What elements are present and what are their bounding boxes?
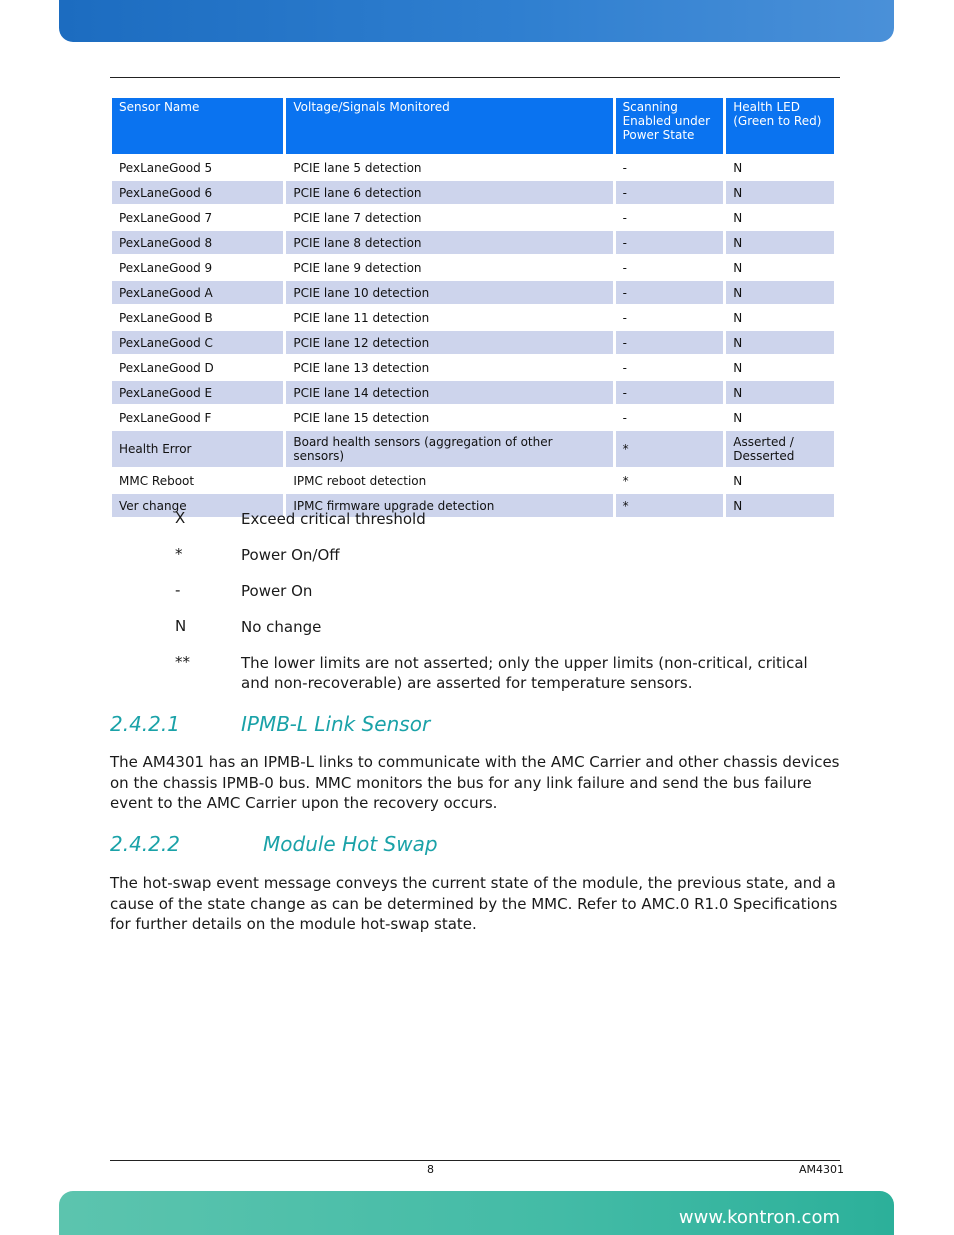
cell-sensor-name: PexLaneGood A bbox=[112, 281, 283, 304]
cell-scanning: - bbox=[616, 181, 724, 204]
cell-scanning: * bbox=[616, 431, 724, 467]
legend-item bbox=[175, 509, 835, 545]
cell-health-led: N bbox=[726, 494, 834, 517]
section-body-ipmb-link: The AM4301 has an IPMB-L links to communicate with the AMC Carrier and other chassis devices on the chassis IPMB-0 bus. MMC monitors the bus for any link failure and send the bus failure event to the AMC Carrier upon the recovery occurs. bbox=[110, 753, 840, 812]
cell-scanning: - bbox=[616, 406, 724, 429]
table-row bbox=[112, 469, 834, 492]
section-title: Module Hot Swap bbox=[263, 832, 438, 856]
legend-text: Power On bbox=[241, 582, 313, 600]
page-number: 8 bbox=[427, 1163, 434, 1176]
cell-sensor-name: PexLaneGood 9 bbox=[112, 256, 283, 279]
header-scanning-enabled: Scanning Enabled under Power State bbox=[616, 98, 724, 154]
legend-symbol: ** bbox=[175, 653, 190, 671]
cell-scanning: - bbox=[616, 281, 724, 304]
table-row bbox=[112, 256, 834, 279]
cell-health-led: N bbox=[726, 156, 834, 179]
legend-item bbox=[175, 545, 835, 581]
header-banner bbox=[59, 0, 894, 42]
cell-signal: IPMC firmware upgrade detection bbox=[286, 494, 612, 517]
cell-sensor-name: PexLaneGood F bbox=[112, 406, 283, 429]
table-row bbox=[112, 381, 834, 404]
section-number: 2.4.2.1 bbox=[110, 712, 180, 736]
cell-sensor-name: PexLaneGood 8 bbox=[112, 231, 283, 254]
cell-health-led: N bbox=[726, 281, 834, 304]
cell-signal: Board health sensors (aggregation of other sensors) bbox=[286, 431, 612, 467]
footer-banner bbox=[59, 1191, 894, 1235]
cell-health-led: N bbox=[726, 231, 834, 254]
table-row bbox=[112, 356, 834, 379]
cell-health-led: N bbox=[726, 206, 834, 229]
section-number: 2.4.2.2 bbox=[110, 832, 180, 856]
legend-symbol: X bbox=[175, 509, 186, 527]
legend-symbol: N bbox=[175, 617, 187, 635]
cell-health-led: Asserted / Desserted bbox=[726, 431, 834, 467]
cell-signal: PCIE lane 9 detection bbox=[286, 256, 612, 279]
cell-signal: PCIE lane 11 detection bbox=[286, 306, 612, 329]
cell-health-led: N bbox=[726, 469, 834, 492]
top-divider bbox=[110, 77, 840, 78]
cell-health-led: N bbox=[726, 406, 834, 429]
cell-health-led: N bbox=[726, 356, 834, 379]
table-row bbox=[112, 306, 834, 329]
table-row bbox=[112, 181, 834, 204]
cell-scanning: * bbox=[616, 469, 724, 492]
cell-scanning: * bbox=[616, 494, 724, 517]
cell-signal: PCIE lane 6 detection bbox=[286, 181, 612, 204]
section-title: IPMB-L Link Sensor bbox=[241, 712, 431, 736]
table-row bbox=[112, 231, 834, 254]
table-row bbox=[112, 331, 834, 354]
cell-sensor-name: PexLaneGood B bbox=[112, 306, 283, 329]
cell-signal: PCIE lane 12 detection bbox=[286, 331, 612, 354]
cell-sensor-name: Health Error bbox=[112, 431, 283, 467]
cell-scanning: - bbox=[616, 256, 724, 279]
cell-signal: PCIE lane 10 detection bbox=[286, 281, 612, 304]
cell-scanning: - bbox=[616, 156, 724, 179]
cell-sensor-name: PexLaneGood D bbox=[112, 356, 283, 379]
legend-text: Power On/Off bbox=[241, 546, 340, 564]
cell-signal: PCIE lane 5 detection bbox=[286, 156, 612, 179]
cell-health-led: N bbox=[726, 381, 834, 404]
cell-health-led: N bbox=[726, 306, 834, 329]
table-header-row bbox=[112, 98, 834, 154]
legend-text: No change bbox=[241, 618, 322, 636]
legend-item bbox=[175, 653, 835, 692]
footer-divider bbox=[110, 1160, 840, 1161]
cell-sensor-name: MMC Reboot bbox=[112, 469, 283, 492]
cell-scanning: - bbox=[616, 331, 724, 354]
cell-scanning: - bbox=[616, 206, 724, 229]
legend-list bbox=[175, 509, 835, 692]
cell-health-led: N bbox=[726, 256, 834, 279]
header-signals-monitored: Voltage/Signals Monitored bbox=[286, 98, 612, 154]
legend-symbol: * bbox=[175, 545, 183, 563]
cell-sensor-name: PexLaneGood E bbox=[112, 381, 283, 404]
cell-health-led: N bbox=[726, 331, 834, 354]
legend-text: Exceed critical threshold bbox=[241, 510, 426, 528]
footer-url-link[interactable]: www.kontron.com bbox=[678, 1207, 840, 1228]
sensor-table bbox=[109, 96, 837, 519]
cell-signal: PCIE lane 8 detection bbox=[286, 231, 612, 254]
cell-sensor-name: PexLaneGood 6 bbox=[112, 181, 283, 204]
cell-sensor-name: PexLaneGood 5 bbox=[112, 156, 283, 179]
header-health-led: Health LED (Green to Red) bbox=[726, 98, 834, 154]
table-row bbox=[112, 281, 834, 304]
header-sensor-name: Sensor Name bbox=[112, 98, 283, 154]
cell-scanning: - bbox=[616, 306, 724, 329]
legend-symbol: - bbox=[175, 581, 181, 599]
cell-scanning: - bbox=[616, 231, 724, 254]
document-name: AM4301 bbox=[799, 1163, 845, 1176]
cell-signal: PCIE lane 15 detection bbox=[286, 406, 612, 429]
cell-health-led: N bbox=[726, 181, 834, 204]
table-row bbox=[112, 206, 834, 229]
section-body-hot-swap: The hot-swap event message conveys the current state of the module, the previous state, and a cause of the state change as can be determined by the MMC. Refer to AMC.0 R1.0 Specifications for further details on the module hot-swap state. bbox=[110, 874, 838, 933]
legend-item bbox=[175, 617, 835, 653]
cell-sensor-name: Ver change bbox=[112, 494, 283, 517]
legend-text: The lower limits are not asserted; only the upper limits (non-critical, critical and non-recoverable) are asserted for temperature sensors. bbox=[241, 654, 808, 692]
cell-sensor-name: PexLaneGood C bbox=[112, 331, 283, 354]
cell-signal: PCIE lane 14 detection bbox=[286, 381, 612, 404]
cell-signal: PCIE lane 7 detection bbox=[286, 206, 612, 229]
cell-signal: IPMC reboot detection bbox=[286, 469, 612, 492]
cell-scanning: - bbox=[616, 381, 724, 404]
cell-sensor-name: PexLaneGood 7 bbox=[112, 206, 283, 229]
table-row bbox=[112, 156, 834, 179]
table-row bbox=[112, 431, 834, 467]
legend-item bbox=[175, 581, 835, 617]
cell-scanning: - bbox=[616, 356, 724, 379]
cell-signal: PCIE lane 13 detection bbox=[286, 356, 612, 379]
table-row bbox=[112, 406, 834, 429]
